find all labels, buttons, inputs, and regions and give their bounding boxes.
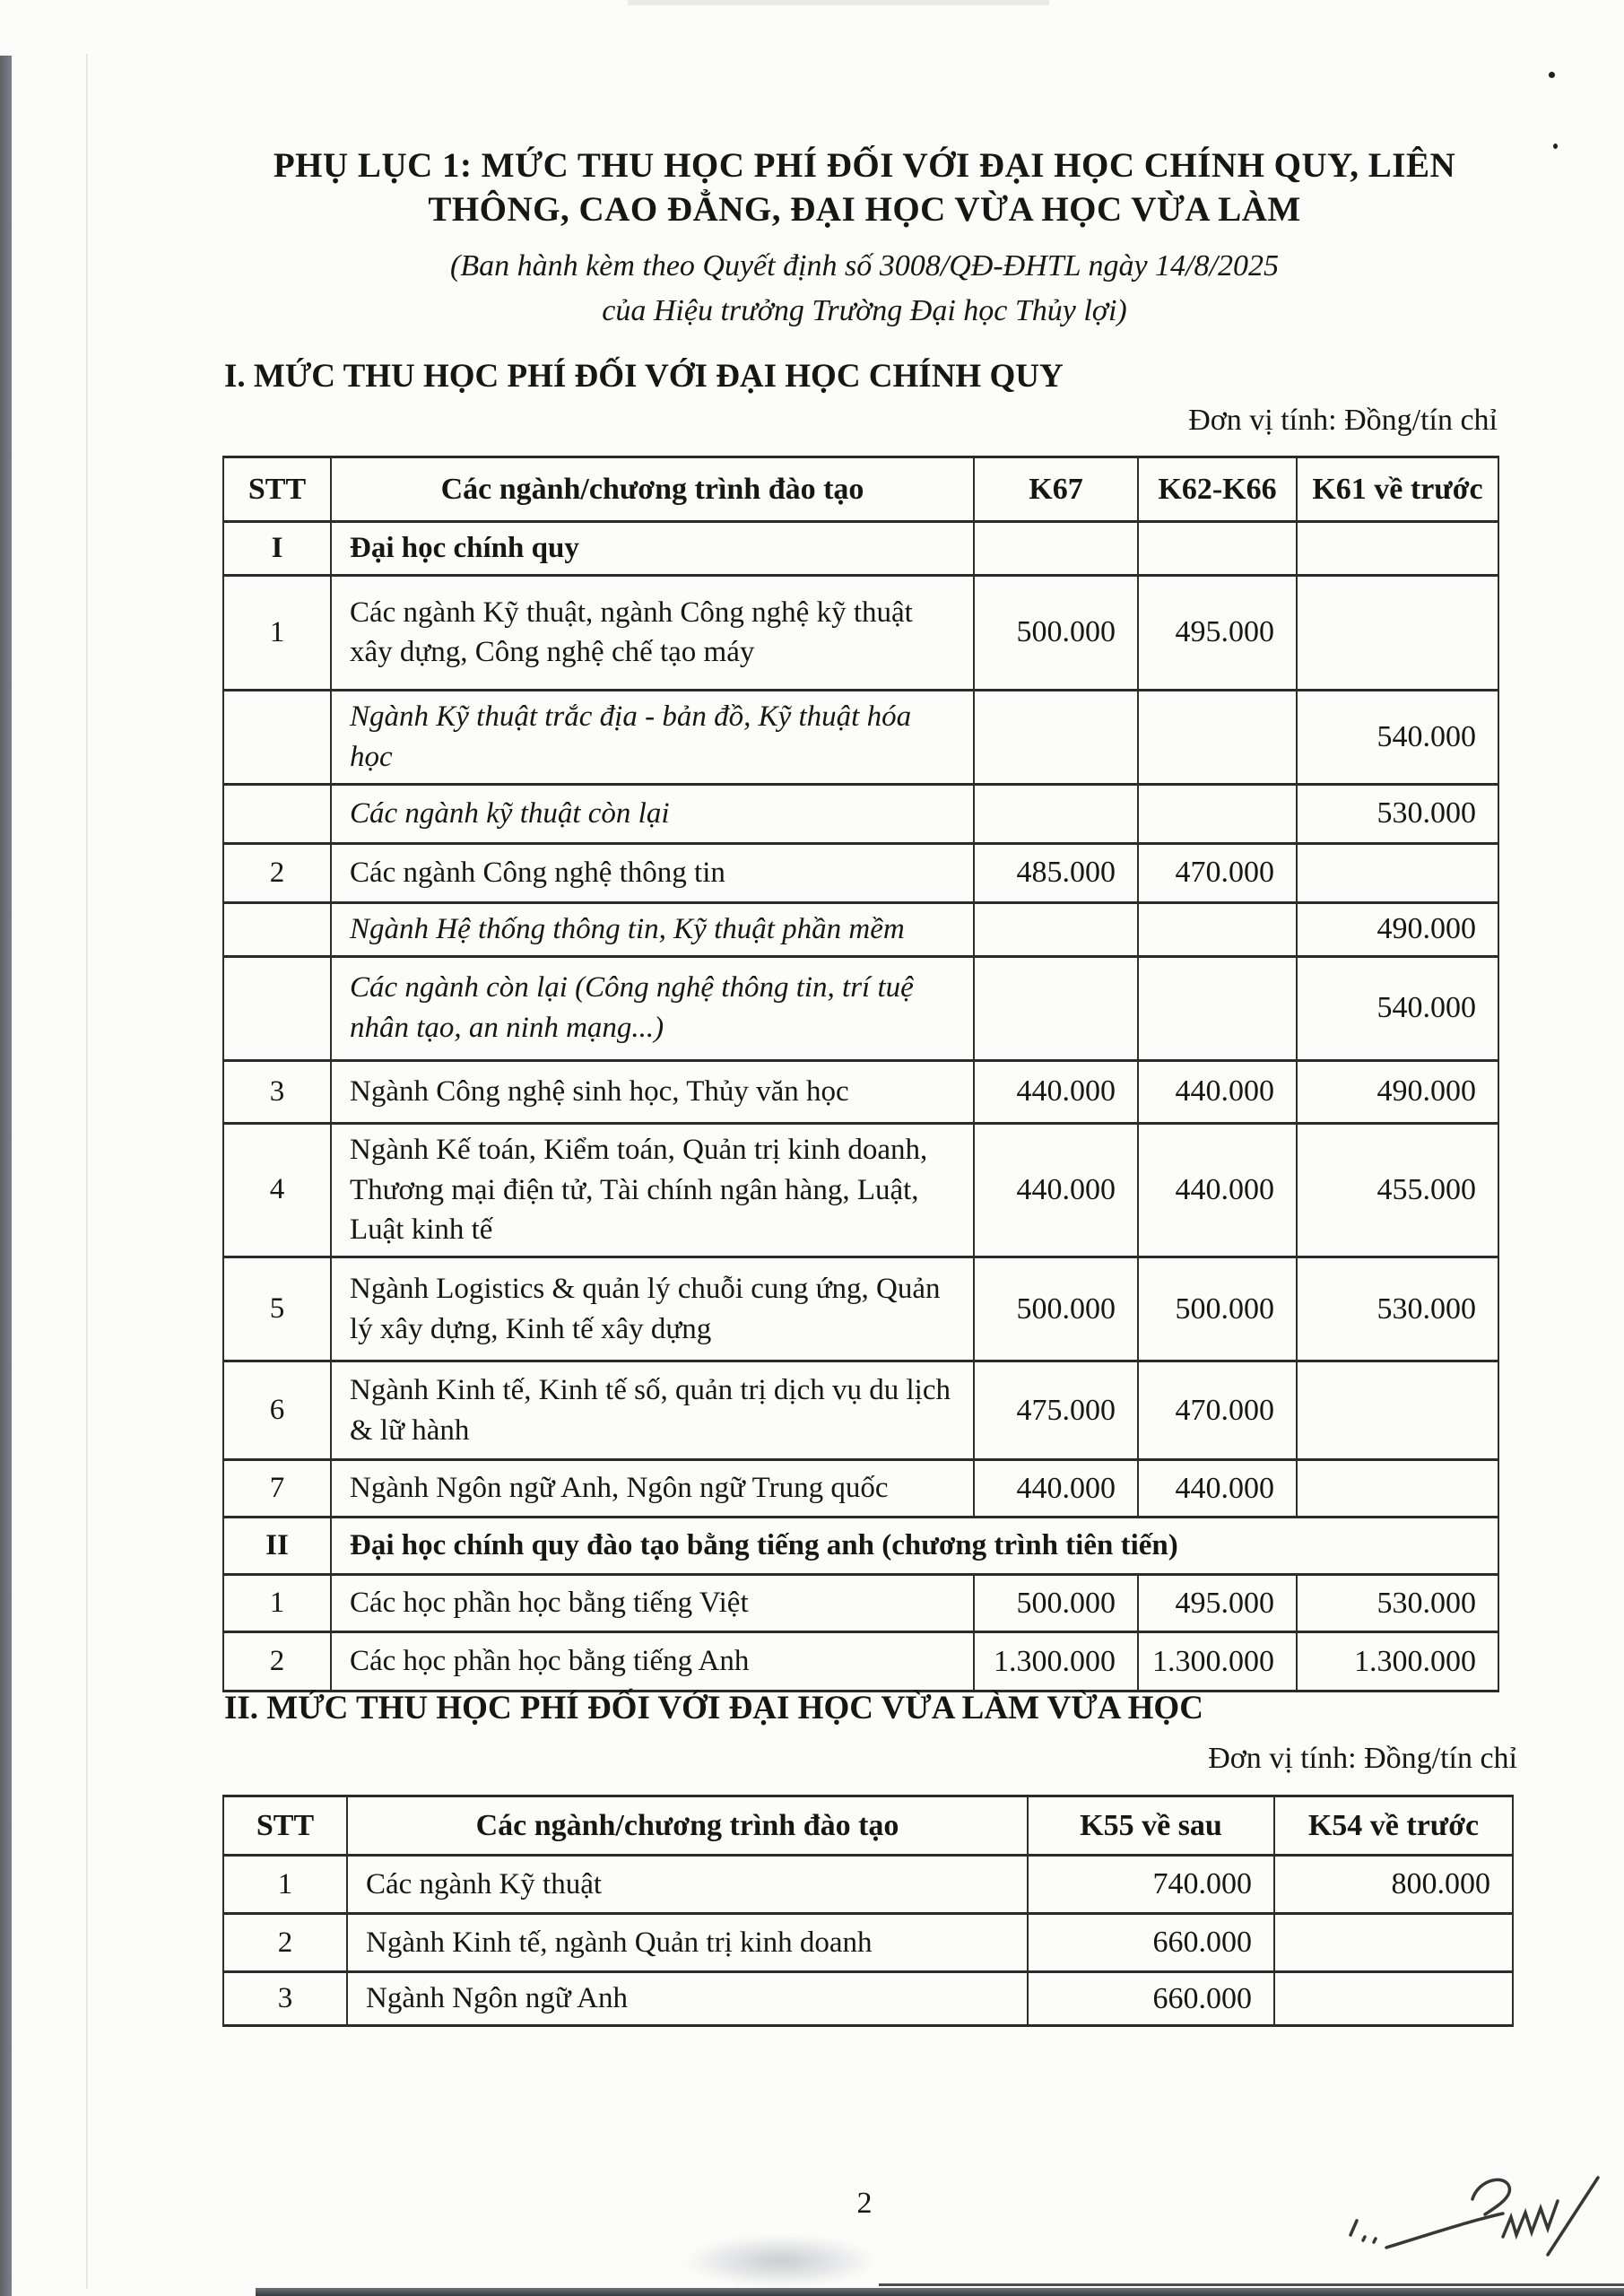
cell-program: Các ngành kỹ thuật còn lại xyxy=(331,784,974,843)
cell-fee-k61 xyxy=(1297,522,1498,576)
cell-fee-k67: 440.000 xyxy=(974,1460,1138,1518)
cell-stt: 5 xyxy=(223,1257,331,1361)
column-header-program: Các ngành/chương trình đào tạo xyxy=(347,1796,1028,1856)
cell-fee-k55: 660.000 xyxy=(1028,1972,1274,2026)
cell-fee-k62: 495.000 xyxy=(1138,1575,1297,1632)
cell-fee-k67: 485.000 xyxy=(974,843,1138,902)
cell-stt xyxy=(223,902,331,956)
document-subtitle-line2: của Hiệu trưởng Trường Đại học Thủy lợi) xyxy=(602,294,1127,327)
cell-stt: 3 xyxy=(223,1060,331,1123)
cell-fee-k62: 500.000 xyxy=(1138,1257,1297,1361)
cell-program: Ngành Ngôn ngữ Anh, Ngôn ngữ Trung quốc xyxy=(331,1460,974,1518)
cell-program: Ngành Ngôn ngữ Anh xyxy=(347,1972,1028,2026)
cell-program: Các học phần học bằng tiếng Việt xyxy=(331,1575,974,1632)
cell-fee-k67: 440.000 xyxy=(974,1123,1138,1257)
table-row xyxy=(223,902,1498,956)
cell-fee-k67: 475.000 xyxy=(974,1361,1138,1460)
cell-fee-k55: 740.000 xyxy=(1028,1856,1274,1914)
cell-stt: 6 xyxy=(223,1361,331,1460)
table-section-row xyxy=(223,522,1498,576)
table-row xyxy=(223,690,1498,784)
cell-fee-k62 xyxy=(1138,690,1297,784)
cell-fee-k61 xyxy=(1297,575,1498,690)
section1-heading: I. MỨC THU HỌC PHÍ ĐỐI VỚI ĐẠI HỌC CHÍNH QUY xyxy=(224,358,1064,395)
cell-fee-k61: 530.000 xyxy=(1297,1257,1498,1361)
table-row xyxy=(223,1123,1498,1257)
cell-fee-k67 xyxy=(974,956,1138,1060)
cell-fee-k61: 530.000 xyxy=(1297,784,1498,843)
cell-fee-k61: 530.000 xyxy=(1297,1575,1498,1632)
cell-stt: 2 xyxy=(223,1914,347,1972)
scan-speck-icon xyxy=(1553,144,1558,149)
cell-fee-k62 xyxy=(1138,522,1297,576)
cell-program: Ngành Công nghệ sinh học, Thủy văn học xyxy=(331,1060,974,1123)
cell-program: Các ngành Kỹ thuật, ngành Công nghệ kỹ thuật xây dựng, Công nghệ chế tạo máy xyxy=(331,575,974,690)
column-header-stt: STT xyxy=(223,1796,347,1856)
cell-fee-k62: 440.000 xyxy=(1138,1123,1297,1257)
column-header-k67: K67 xyxy=(974,457,1138,522)
column-header-k61: K61 về trước xyxy=(1297,457,1498,522)
page-number: 2 xyxy=(856,2187,873,2220)
cell-stt: II xyxy=(223,1518,331,1575)
table-row xyxy=(223,575,1498,690)
column-header-k54: K54 về trước xyxy=(1274,1796,1513,1856)
cell-fee-k61: 455.000 xyxy=(1297,1123,1498,1257)
cell-fee-k67: 1.300.000 xyxy=(974,1632,1138,1692)
cell-fee-k61 xyxy=(1297,843,1498,902)
scan-bottom-line xyxy=(879,2283,1624,2286)
cell-stt: 2 xyxy=(223,1632,331,1692)
cell-fee-k67 xyxy=(974,690,1138,784)
table-row xyxy=(223,956,1498,1060)
cell-fee-k62: 1.300.000 xyxy=(1138,1632,1297,1692)
cell-stt xyxy=(223,956,331,1060)
cell-program: Ngành Kỹ thuật trắc địa - bản đồ, Kỹ thuật hóa học xyxy=(331,690,974,784)
column-header-k62-k66: K62-K66 xyxy=(1138,457,1297,522)
tuition-table-part-time xyxy=(222,1795,1514,2027)
document-subtitle xyxy=(222,244,1507,334)
section1-unit-note: Đơn vị tính: Đồng/tín chỉ xyxy=(1188,404,1498,437)
cell-program: Các ngành Kỹ thuật xyxy=(347,1856,1028,1914)
cell-stt: 1 xyxy=(223,1856,347,1914)
table-row xyxy=(223,1575,1498,1632)
table-row xyxy=(223,1460,1498,1518)
cell-fee-k67: 440.000 xyxy=(974,1060,1138,1123)
document-title-line1: PHỤ LỤC 1: MỨC THU HỌC PHÍ ĐỐI VỚI ĐẠI HỌC CHÍNH QUY, LIÊN xyxy=(273,146,1456,185)
table-row xyxy=(223,1914,1513,1972)
cell-fee-k61 xyxy=(1297,1361,1498,1460)
cell-fee-k61: 490.000 xyxy=(1297,1060,1498,1123)
table-row xyxy=(223,1257,1498,1361)
cell-fee-k62: 470.000 xyxy=(1138,1361,1297,1460)
cell-fee-k61 xyxy=(1297,1460,1498,1518)
section2-unit-note: Đơn vị tính: Đồng/tín chỉ xyxy=(1208,1742,1517,1775)
cell-fee-k62 xyxy=(1138,956,1297,1060)
cell-stt: 1 xyxy=(223,575,331,690)
document-subtitle-line1: (Ban hành kèm theo Quyết định số 3008/QĐ-ĐHTL ngày 14/8/2025 xyxy=(450,249,1279,283)
cell-fee-k67 xyxy=(974,902,1138,956)
table-row xyxy=(223,784,1498,843)
cell-fee-k61: 490.000 xyxy=(1297,902,1498,956)
cell-program: Các học phần học bằng tiếng Anh xyxy=(331,1632,974,1692)
table-header-row xyxy=(223,457,1498,522)
cell-stt xyxy=(223,690,331,784)
cell-stt: 4 xyxy=(223,1123,331,1257)
cell-fee-k54: 800.000 xyxy=(1274,1856,1513,1914)
cell-stt: 3 xyxy=(223,1972,347,2026)
section2-heading: II. MỨC THU HỌC PHÍ ĐỐI VỚI ĐẠI HỌC VỪA LÀM VỪA HỌC xyxy=(224,1690,1203,1726)
table-header-row xyxy=(223,1796,1513,1856)
cell-fee-k62: 495.000 xyxy=(1138,575,1297,690)
column-header-program: Các ngành/chương trình đào tạo xyxy=(331,457,974,522)
cell-stt: 7 xyxy=(223,1460,331,1518)
tuition-table-regular xyxy=(222,456,1499,1692)
scan-speck-icon xyxy=(1549,72,1555,78)
document-title-line2: THÔNG, CAO ĐẲNG, ĐẠI HỌC VỪA HỌC VỪA LÀM xyxy=(428,190,1301,229)
column-header-k55: K55 về sau xyxy=(1028,1796,1274,1856)
cell-fee-k55: 660.000 xyxy=(1028,1914,1274,1972)
scan-fold-line xyxy=(86,54,88,2289)
signature-scribble xyxy=(1336,2163,1614,2271)
cell-fee-k67 xyxy=(974,522,1138,576)
cell-fee-k61: 1.300.000 xyxy=(1297,1632,1498,1692)
cell-fee-k67: 500.000 xyxy=(974,1257,1138,1361)
cell-fee-k61: 540.000 xyxy=(1297,690,1498,784)
table-row xyxy=(223,1972,1513,2026)
table-row xyxy=(223,843,1498,902)
table-row xyxy=(223,1856,1513,1914)
cell-fee-k54 xyxy=(1274,1914,1513,1972)
cell-fee-k67: 500.000 xyxy=(974,1575,1138,1632)
table-row xyxy=(223,1060,1498,1123)
cell-fee-k62: 440.000 xyxy=(1138,1060,1297,1123)
cell-fee-k67 xyxy=(974,784,1138,843)
scan-bottom-band xyxy=(256,2288,1624,2296)
cell-fee-k62 xyxy=(1138,784,1297,843)
scan-top-band xyxy=(628,0,1049,5)
table-row xyxy=(223,1632,1498,1692)
document-title xyxy=(222,144,1507,231)
cell-program: Các ngành Công nghệ thông tin xyxy=(331,843,974,902)
cell-fee-k62: 470.000 xyxy=(1138,843,1297,902)
column-header-stt: STT xyxy=(223,457,331,522)
cell-stt xyxy=(223,784,331,843)
cell-program: Các ngành còn lại (Công nghệ thông tin, trí tuệ nhân tạo, an ninh mạng...) xyxy=(331,956,974,1060)
cell-stt: 1 xyxy=(223,1575,331,1632)
cell-program: Đại học chính quy xyxy=(331,522,974,576)
cell-fee-k62: 440.000 xyxy=(1138,1460,1297,1518)
cell-stt: I xyxy=(223,522,331,576)
cell-fee-k61: 540.000 xyxy=(1297,956,1498,1060)
scan-left-edge xyxy=(0,56,12,2296)
cell-stt: 2 xyxy=(223,843,331,902)
cell-program: Ngành Logistics & quản lý chuỗi cung ứng, Quản lý xây dựng, Kinh tế xây dựng xyxy=(331,1257,974,1361)
cell-program: Ngành Hệ thống thông tin, Kỹ thuật phần mềm xyxy=(331,902,974,956)
cell-fee-k67: 500.000 xyxy=(974,575,1138,690)
cell-fee-k62 xyxy=(1138,902,1297,956)
scan-smudge xyxy=(682,2235,879,2287)
cell-program: Ngành Kế toán, Kiểm toán, Quản trị kinh doanh, Thương mại điện tử, Tài chính ngân hàng, Luật, Luật kinh tế xyxy=(331,1123,974,1257)
table-row xyxy=(223,1361,1498,1460)
cell-program: Ngành Kinh tế, Kinh tế số, quản trị dịch vụ du lịch & lữ hành xyxy=(331,1361,974,1460)
cell-program: Đại học chính quy đào tạo bằng tiếng anh (chương trình tiên tiến) xyxy=(331,1518,1498,1575)
cell-fee-k54 xyxy=(1274,1972,1513,2026)
table-section-row xyxy=(223,1518,1498,1575)
cell-program: Ngành Kinh tế, ngành Quản trị kinh doanh xyxy=(347,1914,1028,1972)
